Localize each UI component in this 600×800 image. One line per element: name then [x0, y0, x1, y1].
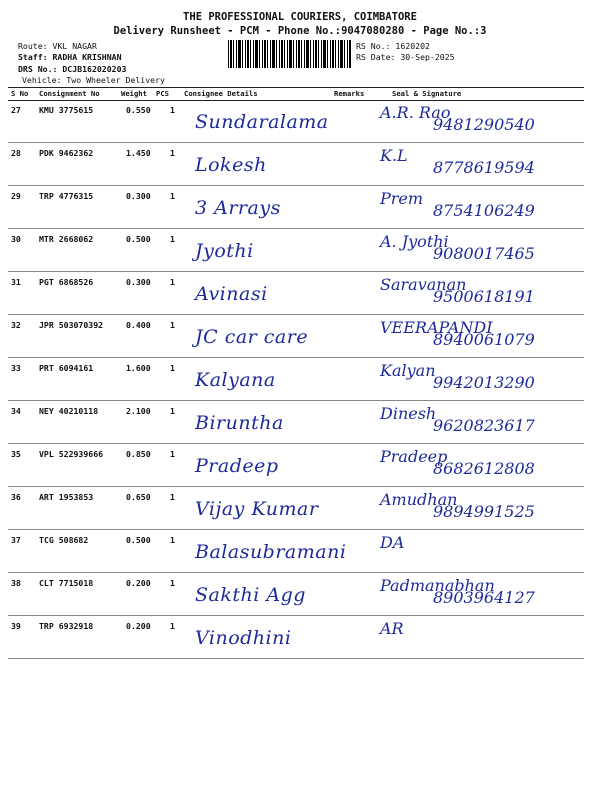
cell-weight: 0.550: [126, 105, 151, 115]
cell-sno: 38: [11, 578, 21, 588]
cell-weight: 0.300: [126, 277, 151, 287]
cell-sno: 28: [11, 148, 21, 158]
signature-handwriting: VEERAPANDI: [380, 318, 493, 337]
consignee-handwriting: Sakthi Agg: [195, 584, 306, 606]
staff-label: Staff: RADHA KRISHNAN: [18, 52, 122, 62]
phone-handwriting: 8754106249: [433, 201, 535, 220]
signature-handwriting: Pradeep: [380, 447, 448, 466]
rs-number: RS No.: 1620202: [356, 41, 430, 51]
cell-sno: 27: [11, 105, 21, 115]
signature-handwriting: Kalyan: [380, 361, 436, 380]
consignee-handwriting: 3 Arrays: [195, 197, 281, 219]
table-row: [8, 400, 584, 444]
consignee-handwriting: Balasubramani: [195, 541, 347, 563]
signature-handwriting: DA: [380, 533, 405, 552]
cell-consignment: CLT 7715018: [39, 578, 94, 588]
phone-handwriting: 9481290540: [433, 115, 535, 134]
cell-consignment: PDK 9462362: [39, 148, 94, 158]
cell-sno: 35: [11, 449, 21, 459]
cell-pcs: 1: [170, 148, 175, 158]
cell-pcs: 1: [170, 234, 175, 244]
cell-pcs: 1: [170, 449, 175, 459]
cell-pcs: 1: [170, 363, 175, 373]
col-weight: Weight: [121, 89, 147, 98]
cell-consignment: PRT 6094161: [39, 363, 94, 373]
signature-handwriting: A.R. Rao: [380, 103, 451, 122]
consignee-handwriting: Jyothi: [195, 240, 254, 262]
table-row: [8, 228, 584, 272]
drs-label: DRS No.: DCJB162020203: [18, 64, 127, 74]
consignee-handwriting: Avinasi: [195, 283, 268, 305]
table-row: [8, 486, 584, 530]
cell-pcs: 1: [170, 105, 175, 115]
cell-sno: 33: [11, 363, 21, 373]
cell-pcs: 1: [170, 277, 175, 287]
cell-weight: 0.500: [126, 234, 151, 244]
table-row: [8, 314, 584, 358]
runsheet-subtitle: Delivery Runsheet - PCM - Phone No.:9047080280 - Page No.:3: [113, 25, 487, 37]
signature-handwriting: Dinesh: [380, 404, 437, 423]
company-title: THE PROFESSIONAL COURIERS, COIMBATORE: [183, 11, 417, 23]
cell-weight: 0.300: [126, 191, 151, 201]
table-row: [8, 443, 584, 487]
signature-handwriting: Prem: [380, 189, 424, 208]
cell-pcs: 1: [170, 320, 175, 330]
cell-consignment: JPR 503070392: [39, 320, 104, 330]
signature-handwriting: Padmanabhan: [380, 576, 495, 595]
table-row: [8, 357, 584, 401]
table-row: [8, 615, 584, 659]
cell-consignment: TCG 508682: [39, 535, 89, 545]
cell-weight: 1.600: [126, 363, 151, 373]
cell-consignment: TRP 4776315: [39, 191, 94, 201]
col-remarks: Remarks: [334, 89, 365, 98]
cell-pcs: 1: [170, 535, 175, 545]
consignee-handwriting: Sundaralama: [195, 111, 329, 133]
consignee-handwriting: JC car care: [195, 326, 309, 348]
cell-weight: 0.850: [126, 449, 151, 459]
col-pcs: PCS: [156, 89, 169, 98]
vehicle-label: Vehicle: Two Wheeler Delivery: [22, 75, 165, 85]
consignee-handwriting: Biruntha: [195, 412, 284, 434]
phone-handwriting: 9620823617: [433, 416, 535, 435]
cell-weight: 2.100: [126, 406, 151, 416]
cell-weight: 0.650: [126, 492, 151, 502]
consignee-handwriting: Lokesh: [195, 154, 267, 176]
phone-handwriting: 8682612808: [433, 459, 535, 478]
cell-pcs: 1: [170, 492, 175, 502]
cell-sno: 34: [11, 406, 21, 416]
cell-consignment: ART 1953853: [39, 492, 94, 502]
route-label: Route: VKL NAGAR: [18, 41, 97, 51]
signature-handwriting: Saravanan: [380, 275, 467, 294]
signature-handwriting: AR: [380, 619, 404, 638]
consignee-handwriting: Vijay Kumar: [195, 498, 319, 520]
phone-handwriting: 9894991525: [433, 502, 535, 521]
table-row: [8, 142, 584, 186]
cell-weight: 0.200: [126, 578, 151, 588]
cell-consignment: MTR 2668062: [39, 234, 94, 244]
phone-handwriting: 9500618191: [433, 287, 535, 306]
cell-consignment: TRP 6932918: [39, 621, 94, 631]
cell-consignment: VPL 522939666: [39, 449, 104, 459]
cell-weight: 1.450: [126, 148, 151, 158]
cell-consignment: KMU 3775615: [39, 105, 94, 115]
cell-sno: 37: [11, 535, 21, 545]
table-row: [8, 271, 584, 315]
phone-handwriting: 9080017465: [433, 244, 535, 263]
consignee-handwriting: Vinodhini: [195, 627, 292, 649]
cell-sno: 39: [11, 621, 21, 631]
signature-handwriting: K.L: [380, 146, 408, 165]
consignee-handwriting: Pradeep: [195, 455, 279, 477]
table-row: [8, 99, 584, 143]
phone-handwriting: 8903964127: [433, 588, 535, 607]
rs-date: RS Date: 30-Sep-2025: [356, 52, 455, 62]
col-sno: S No: [11, 89, 29, 98]
cell-sno: 32: [11, 320, 21, 330]
phone-handwriting: 9942013290: [433, 373, 535, 392]
col-consignee: Consignee Details: [184, 89, 258, 98]
table-row: [8, 529, 584, 573]
cell-sno: 31: [11, 277, 21, 287]
col-consignment: Consignment No: [39, 89, 100, 98]
cell-pcs: 1: [170, 578, 175, 588]
col-signature: Seal & Signature: [392, 89, 462, 98]
cell-weight: 0.200: [126, 621, 151, 631]
consignee-handwriting: Kalyana: [195, 369, 276, 391]
cell-weight: 0.400: [126, 320, 151, 330]
table-row: [8, 572, 584, 616]
cell-pcs: 1: [170, 406, 175, 416]
cell-pcs: 1: [170, 191, 175, 201]
cell-sno: 36: [11, 492, 21, 502]
cell-pcs: 1: [170, 621, 175, 631]
cell-consignment: PGT 6868526: [39, 277, 94, 287]
cell-consignment: NEY 40210118: [39, 406, 99, 416]
cell-sno: 29: [11, 191, 21, 201]
phone-handwriting: 8778619594: [433, 158, 535, 177]
cell-sno: 30: [11, 234, 21, 244]
phone-handwriting: 8940061079: [433, 330, 535, 349]
table-row: [8, 185, 584, 229]
cell-weight: 0.500: [126, 535, 151, 545]
signature-handwriting: A. Jyothi: [380, 232, 449, 251]
signature-handwriting: Amudhan: [380, 490, 458, 509]
barcode-image: [228, 40, 352, 68]
